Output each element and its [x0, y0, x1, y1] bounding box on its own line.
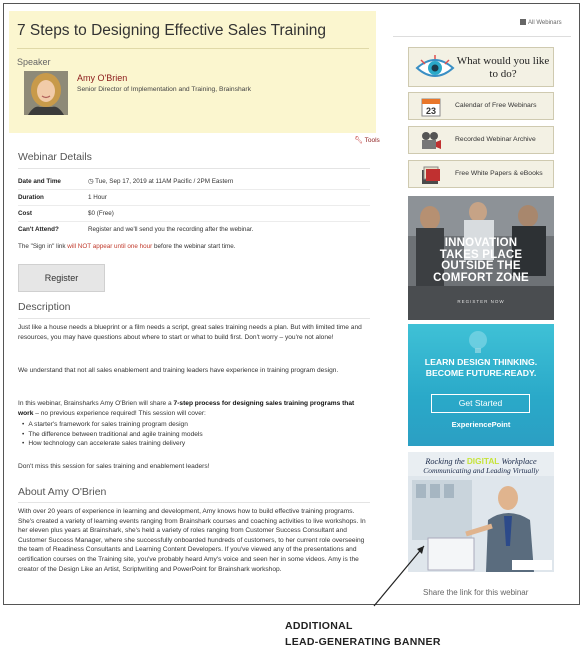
books-icon — [419, 165, 443, 185]
section-rule — [18, 318, 370, 319]
header-divider — [17, 48, 369, 49]
detail-label-cant-attend: Can't Attend? — [18, 226, 59, 233]
register-button[interactable]: Register — [18, 264, 105, 292]
detail-value-cost: $0 (Free) — [88, 210, 114, 217]
get-started-button[interactable]: Get Started — [431, 394, 530, 413]
webinar-details-heading: Webinar Details — [18, 151, 92, 163]
description-paragraph-2: We understand that not all sales enablement and training leaders have experience in training program design. — [18, 367, 339, 374]
headline-line: INNOVATION — [444, 237, 518, 249]
register-now-text: REGISTER NOW — [457, 299, 505, 304]
description-paragraph-4: Don't miss this session for sales training and enablement leaders! — [18, 463, 210, 470]
innovation-headline — [408, 238, 554, 284]
tools-label: Tools — [364, 137, 380, 144]
all-webinars-label: All Webinars — [528, 20, 562, 26]
p3-post: – no previous experience required! This session will cover: — [33, 409, 206, 417]
description-bullets — [22, 420, 203, 449]
signin-note — [18, 243, 236, 250]
sidebar-item-label: Free White Papers & eBooks — [455, 170, 543, 177]
digital-workplace-title — [408, 456, 554, 466]
signin-note-warning: will NOT appear until one hour — [67, 243, 153, 250]
description-paragraph-3 — [18, 399, 368, 418]
about-heading: About Amy O'Brien — [18, 486, 107, 498]
section-rule — [18, 502, 370, 503]
title-highlight: DIGITAL — [466, 456, 500, 466]
list-item: • A starter's framework for sales training program design — [22, 420, 203, 430]
annotation-line-1: ADDITIONAL — [285, 620, 353, 632]
grid-icon — [520, 19, 526, 25]
lightbulb-icon — [458, 328, 498, 354]
sidebar-divider — [393, 36, 571, 37]
sidebar-item-recorded-archive[interactable] — [408, 126, 554, 154]
description-heading: Description — [18, 301, 71, 313]
annotation-label — [285, 618, 441, 650]
sidebar-item-label: Calendar of Free Webinars — [455, 102, 537, 109]
title-post: Workplace — [499, 457, 537, 466]
list-item: • The difference between traditional and agile training models — [22, 430, 203, 440]
detail-label-cost: Cost — [18, 210, 32, 217]
detail-value-cant-attend: Register and we'll send you the recording after the webinar. — [88, 226, 254, 233]
design-thinking-banner[interactable] — [408, 324, 554, 446]
webinar-header — [9, 11, 376, 133]
headline-line: BECOME FUTURE-READY. — [425, 368, 537, 378]
p3-bold: 7-step process for designing sales training programs that work — [18, 400, 355, 417]
share-link-text: Share the link for this webinar — [423, 588, 529, 597]
digital-workplace-subtitle: Communicating and Leading Virtually — [423, 466, 539, 475]
annotation-line-2: LEAD-GENERATING BANNER — [285, 636, 441, 648]
headline-line: TAKES PLACE — [439, 248, 523, 261]
annotation-arrow-icon — [370, 540, 440, 610]
section-rule — [18, 168, 370, 169]
detail-label-date: Date and Time — [18, 178, 61, 185]
about-text: With over 20 years of experience in learning and development, Amy knows how to build effective training programs. She's created a variety of learning events ranging from Brainshark courses and coaching activities to live workshops. In her eleven plus years at Brainshark, she's held a variety of roles ranging from Customer Success Consultant and Customer Success Manager, where she successfully onboarded hundreds of customers, to her current role overseeing the team of Readiness Consultants and Learning Content Developers. If you've viewed any of the presentations and certification courses on the Training site, you've probably heard Amy's voice and seen her in some videos. Amy is the creator of the Design Like an Artist, Scriptwriting and PowerPoint for Brainshark workshop. — [18, 508, 366, 573]
speaker-avatar — [24, 71, 68, 115]
detail-label-duration: Duration — [18, 194, 44, 201]
clock-icon: ◷ — [88, 178, 94, 185]
sidebar-item-label: Recorded Webinar Archive — [455, 136, 536, 143]
eye-icon — [415, 54, 455, 82]
tools-link[interactable] — [354, 136, 380, 144]
calendar-icon — [419, 97, 443, 117]
detail-value-duration: 1 Hour — [88, 194, 107, 201]
signin-note-pre: The "Sign in" link — [18, 243, 68, 250]
title-pre: Rocking the — [425, 457, 467, 466]
list-item: • How technology can accelerate sales training delivery — [22, 439, 203, 449]
description-paragraph-1: Just like a house needs a blueprint or a film needs a script, great sales training needs a plan. But with limited time and resources, you may have questions about where to start or what to build first. Don't worry – you're not alone! — [18, 324, 362, 341]
speaker-name[interactable]: Amy O'Brien — [77, 73, 128, 83]
headline-line: LEARN DESIGN THINKING. — [424, 357, 538, 367]
detail-rule — [18, 205, 370, 206]
what-would-you-like-box — [408, 47, 554, 87]
calendar-icon-number: 23 — [425, 106, 437, 116]
headline-line: COMFORT ZONE — [433, 271, 529, 284]
experiencepoint-logo: ExperiencePoint — [451, 420, 511, 429]
detail-rule — [18, 189, 370, 190]
sidebar-item-calendar[interactable] — [408, 92, 554, 120]
date-time-text: Tue, Sep 17, 2019 at 11AM Pacific / 2PM Eastern — [95, 178, 234, 185]
speaker-label: Speaker — [17, 57, 51, 67]
sidebar-item-white-papers[interactable] — [408, 160, 554, 188]
p3-pre: In this webinar, Brainsharks Amy O'Brien will share a — [18, 400, 174, 407]
page-title: 7 Steps to Designing Effective Sales Training — [17, 22, 327, 39]
innovation-banner[interactable] — [408, 196, 554, 320]
design-thinking-headline — [408, 357, 554, 379]
film-projector-icon — [419, 131, 443, 151]
what-would-you-like-text: What would you like to do? — [456, 55, 550, 80]
headline-line: OUTSIDE THE — [441, 260, 521, 272]
detail-value-date — [88, 178, 233, 185]
wrench-icon: 🔧︎ — [354, 137, 363, 144]
all-webinars-link[interactable] — [520, 19, 562, 26]
detail-rule — [18, 221, 370, 222]
speaker-role: Senior Director of Implementation and Training, Brainshark — [77, 86, 251, 93]
signin-note-post: before the webinar start time. — [152, 243, 236, 250]
